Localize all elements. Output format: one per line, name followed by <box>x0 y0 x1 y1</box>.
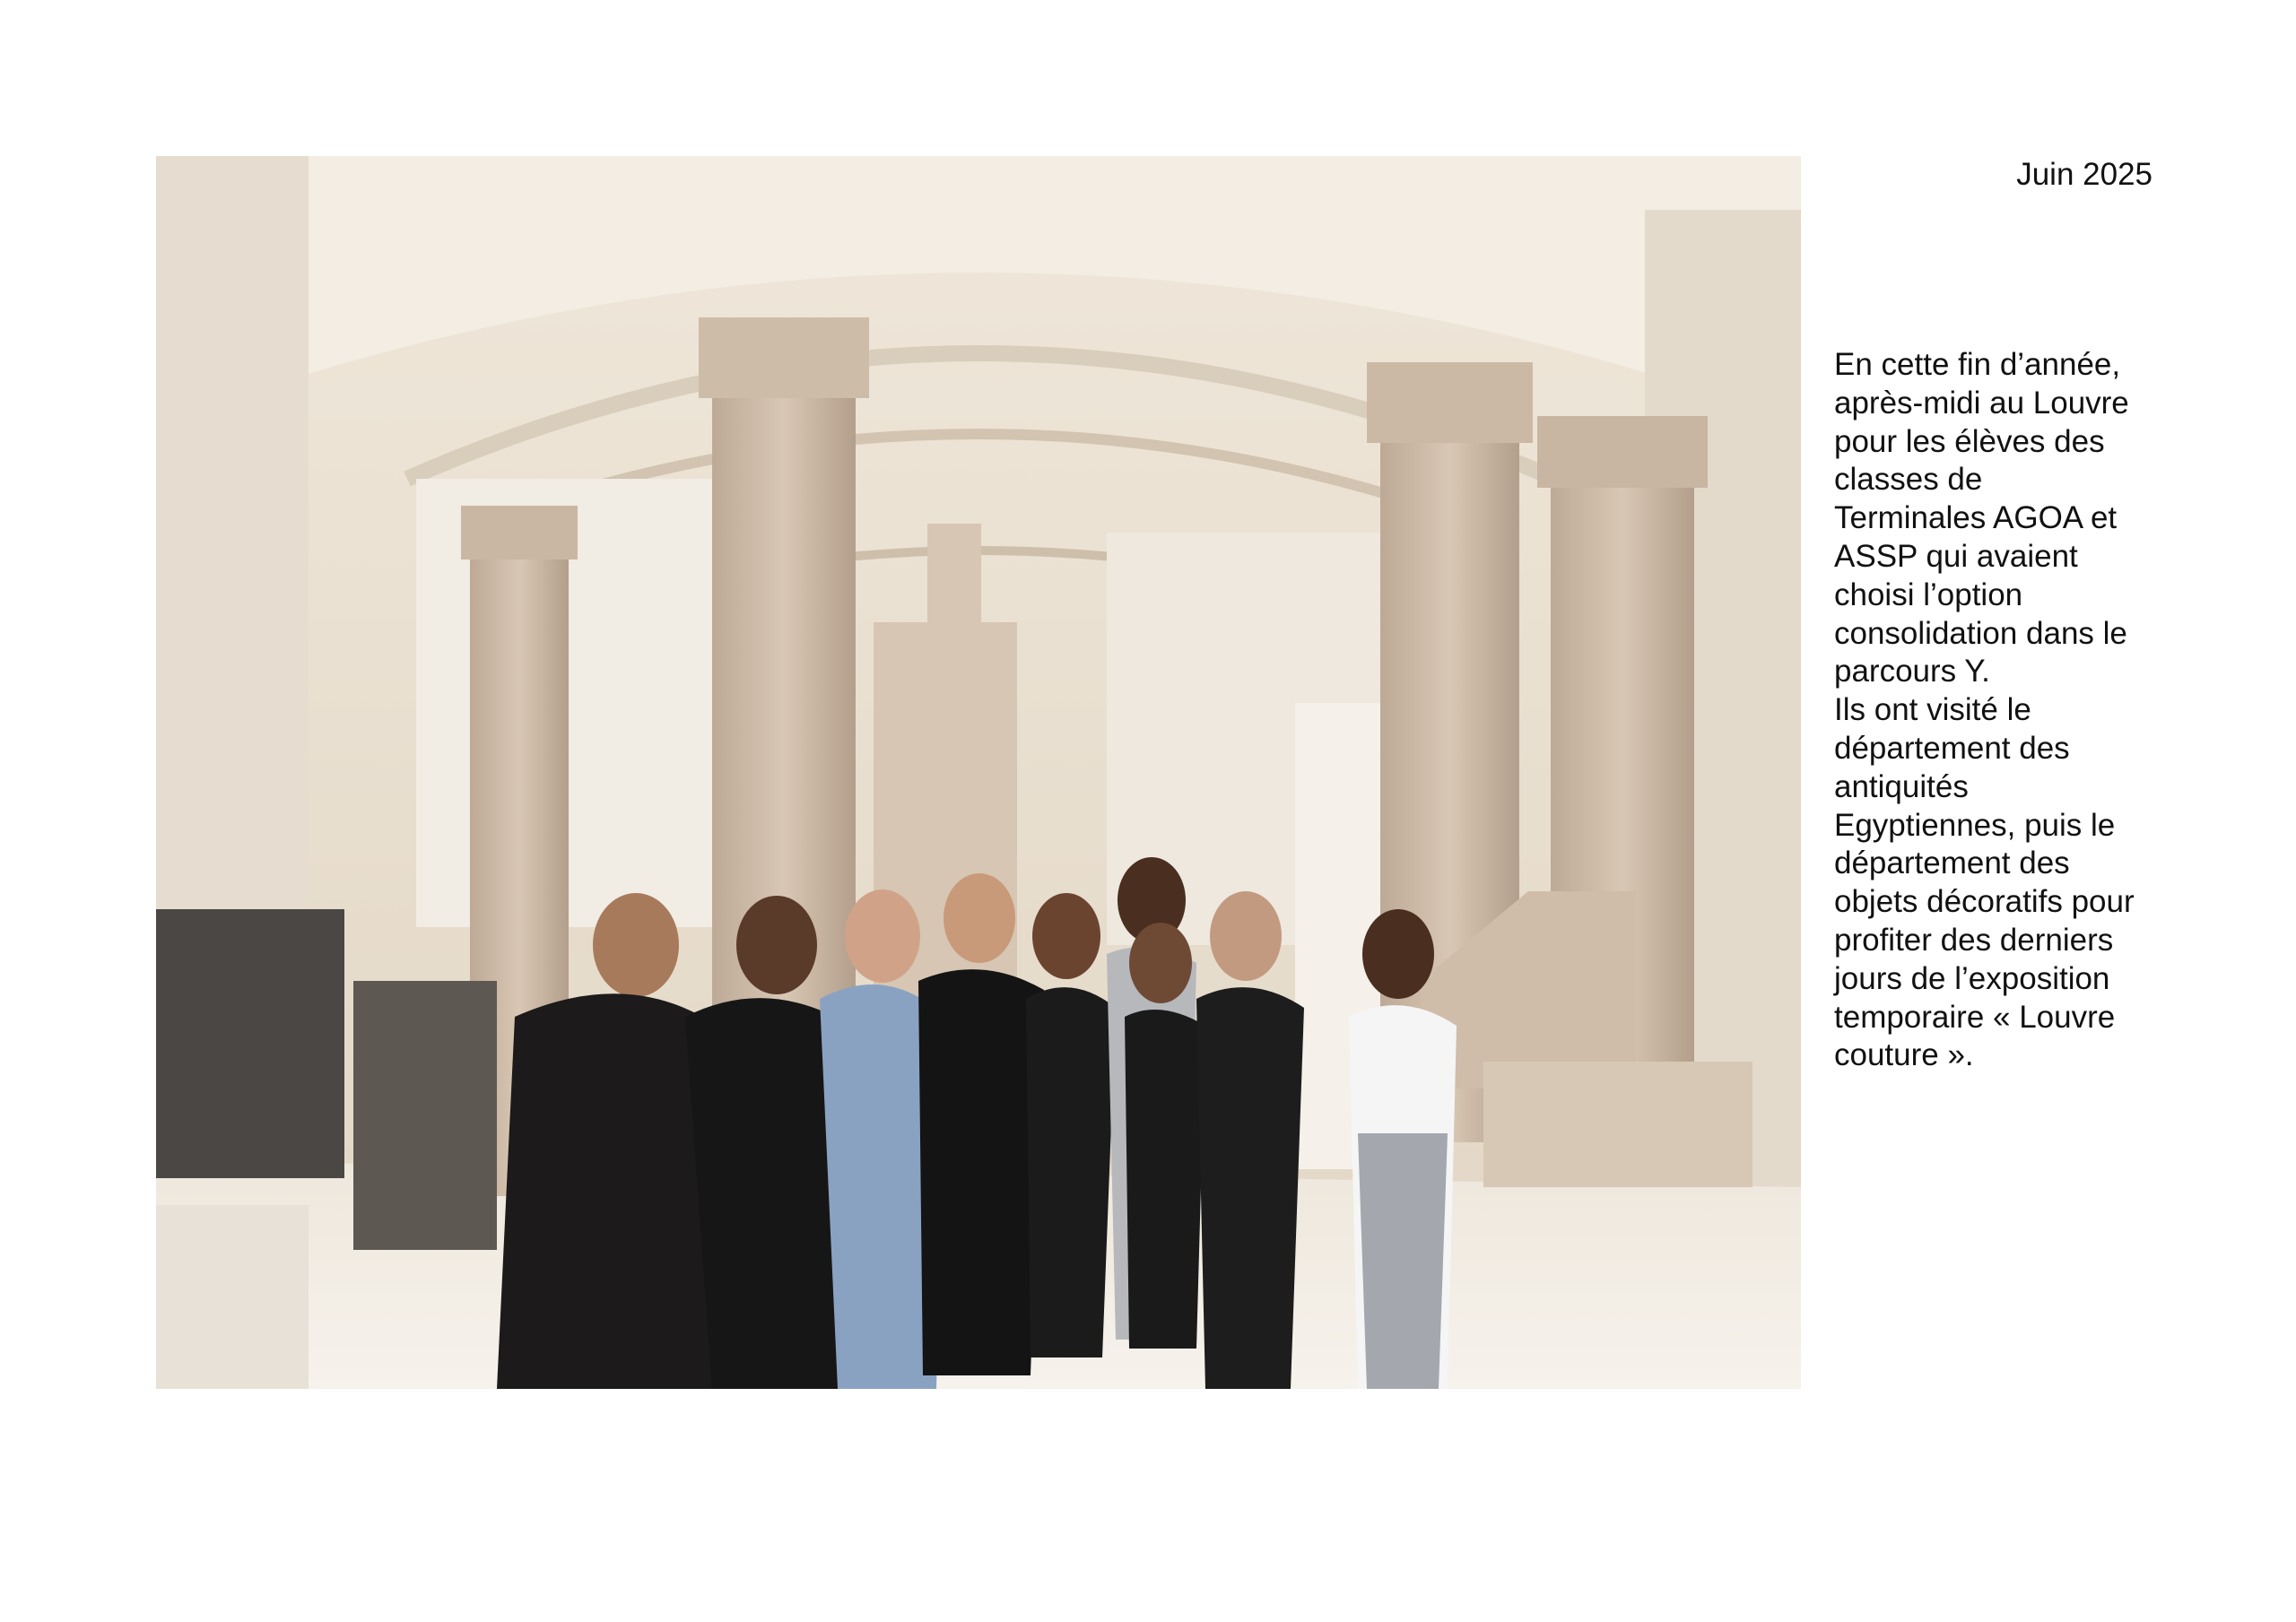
caption-line: consolidation dans le <box>1834 615 2127 651</box>
caption-line: temporaire « Louvre <box>1834 999 2116 1035</box>
caption-line: département des <box>1834 846 2070 881</box>
caption-line: antiquités <box>1834 768 1969 804</box>
caption-text <box>1834 346 2193 1075</box>
caption-line: pour les élèves des <box>1834 423 2105 459</box>
caption-line: profiter des derniers <box>1834 922 2114 958</box>
caption-line: Egyptiennes, puis le <box>1834 807 2116 843</box>
caption-line: département des <box>1834 730 2070 766</box>
caption-line: couture ». <box>1834 1037 1974 1073</box>
caption-line: jours de l’exposition <box>1834 960 2110 996</box>
caption-line: ASSP qui avaient <box>1834 538 2078 574</box>
caption-line: après-midi au Louvre <box>1834 385 2129 421</box>
caption-line: Terminales AGOA et <box>1834 500 2118 536</box>
caption-line: choisi l’option <box>1834 577 2023 612</box>
caption-line: En cette fin d’année, <box>1834 347 2121 382</box>
date-label: Juin 2025 <box>2016 157 2152 192</box>
museum-group-photo <box>156 156 1801 1389</box>
photo-illustration <box>156 156 1801 1389</box>
caption-line: objets décoratifs pour <box>1834 884 2135 920</box>
caption-line: Ils ont visité le <box>1834 692 2031 728</box>
caption-line: classes de <box>1834 462 1983 498</box>
caption-line: parcours Y. <box>1834 654 1990 690</box>
